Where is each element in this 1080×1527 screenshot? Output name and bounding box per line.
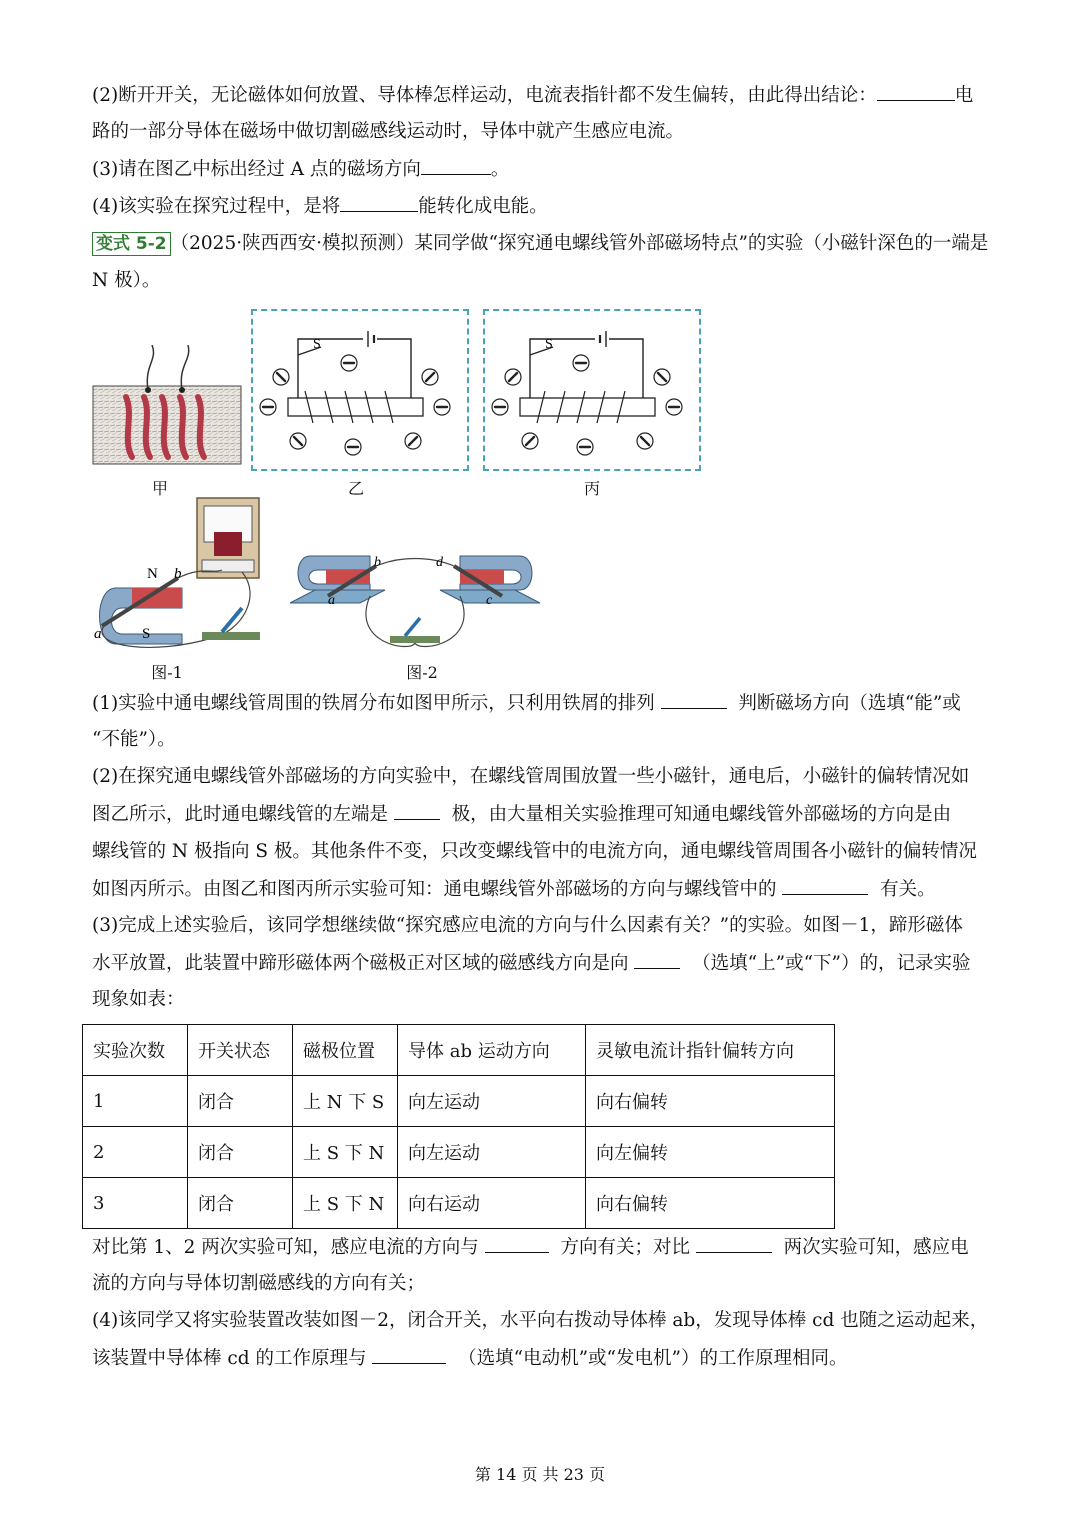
table-cell: 向右偏转 [586,1076,835,1127]
answer-blank[interactable] [394,801,440,820]
text-line: (3)完成上述实验后，该同学想继续做“探究感应电流的方向与什么因素有关？”的实验。如图－1，蹄形磁体 [92,915,963,936]
table-header: 开关状态 [188,1025,293,1076]
text-line: 螺线管的 N 极指向 S 极。其他条件不变，只改变螺线管中的电流方向，通电螺线管周围各小磁针的偏转情况 [92,841,977,862]
table-header: 实验次数 [83,1025,188,1076]
switch-label: S [313,337,321,352]
figure-1 [92,496,272,656]
text-line: (3)请在图乙中标出经过 A 点的磁场方向 。 [92,156,509,183]
caption-yi: 乙 [347,479,364,498]
table-cell: 向左运动 [398,1076,586,1127]
text-line: 水平放置，此装置中蹄形磁体两个磁极正对区域的磁感线方向是向 （选填“上”或“下”）的，记录实验 [92,950,971,977]
switch-label: S [545,337,553,352]
table-cell: 上 N 下 S [293,1076,398,1127]
text-line: N 极）。 [92,270,161,291]
table-row [83,1127,835,1178]
table-cell: 闭合 [188,1178,293,1229]
text-line: 对比第 1、2 两次实验可知，感应电流的方向与 方向有关；对比 两次实验可知，感应电 [92,1234,969,1261]
table-cell: 向左偏转 [586,1127,835,1178]
answer-blank[interactable] [372,1345,446,1364]
label-b: b [174,566,182,582]
text-line: 路的一部分导体在磁场中做切割磁感线运动时，导体中就产生感应电流。 [92,121,685,142]
answer-blank[interactable] [421,156,491,175]
figure-bing [485,311,697,467]
caption-jia: 甲 [151,479,168,498]
text-line: (4)该同学又将实验装置改装如图－2，闭合开关，水平向右拨动导体棒 ab，发现导体棒 cd 也随之运动起来， [92,1310,989,1331]
variant-tag: 变式 5-2 [92,232,171,256]
text-line: 如图丙所示。由图乙和图丙所示实验可知：通电螺线管外部磁场的方向与螺线管中的 有关。 [92,876,936,903]
answer-blank[interactable] [485,1234,549,1253]
table-cell: 向左运动 [398,1127,586,1178]
answer-blank[interactable] [340,193,418,212]
figure-yi [253,311,465,467]
table-header: 灵敏电流计指针偏转方向 [586,1025,835,1076]
text-line: 图乙所示，此时通电螺线管的左端是 极，由大量相关实验推理可知通电螺线管外部磁场的方向是由 [92,801,951,828]
pole-N: N [147,566,158,582]
table-cell: 3 [83,1178,188,1229]
answer-blank[interactable] [696,1234,772,1253]
table-cell: 向右运动 [398,1178,586,1229]
text-line: 现象如表： [92,989,185,1010]
label-d: d [436,555,443,570]
table-header-row [83,1025,835,1076]
results-table [82,1024,835,1229]
text-line: 变式 5-2 （2025·陕西西安·模拟预测）某同学做“探究通电螺线管外部磁场特点”的实验（小磁针深色的一端是 [92,231,988,257]
table-row [83,1178,835,1229]
pole-S: S [142,626,151,642]
label-b: b [374,555,381,570]
table-cell: 1 [83,1076,188,1127]
answer-blank[interactable] [782,876,868,895]
table-header: 导体 ab 运动方向 [398,1025,586,1076]
figure-jia [92,345,242,465]
text-line: 流的方向与导体切割磁感线的方向有关； [92,1273,426,1294]
table-cell: 闭合 [188,1076,293,1127]
table-row [83,1076,835,1127]
table-cell: 上 S 下 N [293,1127,398,1178]
page-footer: 第 14 页 共 23 页 [474,1465,606,1484]
answer-blank[interactable] [634,950,680,969]
figure-2 [290,548,548,658]
table-cell: 向右偏转 [586,1178,835,1229]
label-c: c [486,593,493,608]
text-line: (2)在探究通电螺线管外部磁场的方向实验中，在螺线管周围放置一些小磁针，通电后，小磁针的偏转情况如 [92,766,970,787]
text-line: (1)实验中通电螺线管周围的铁屑分布如图甲所示，只利用铁屑的排列 判断磁场方向（选填“能”或 [92,690,961,717]
label-a: a [328,593,335,608]
text-line: (2)断开开关，无论磁体如何放置、导体棒怎样运动，电流表指针都不发生偏转，由此得出结论： 电 [92,82,973,109]
caption-fig2: 图-2 [406,663,438,682]
table-cell: 上 S 下 N [293,1178,398,1229]
answer-blank[interactable] [877,82,955,101]
table-cell: 2 [83,1127,188,1178]
text-line: “不能”）。 [92,729,176,750]
table-header: 磁极位置 [293,1025,398,1076]
text-line: (4)该实验在探究过程中，是将 能转化成电能。 [92,193,548,220]
answer-blank[interactable] [661,690,727,709]
table-cell: 闭合 [188,1127,293,1178]
text-line: 该装置中导体棒 cd 的工作原理与 （选填“电动机”或“发电机”）的工作原理相同。 [92,1345,847,1372]
caption-fig1: 图-1 [151,663,183,682]
caption-bing: 丙 [583,479,600,498]
label-a: a [94,626,102,642]
